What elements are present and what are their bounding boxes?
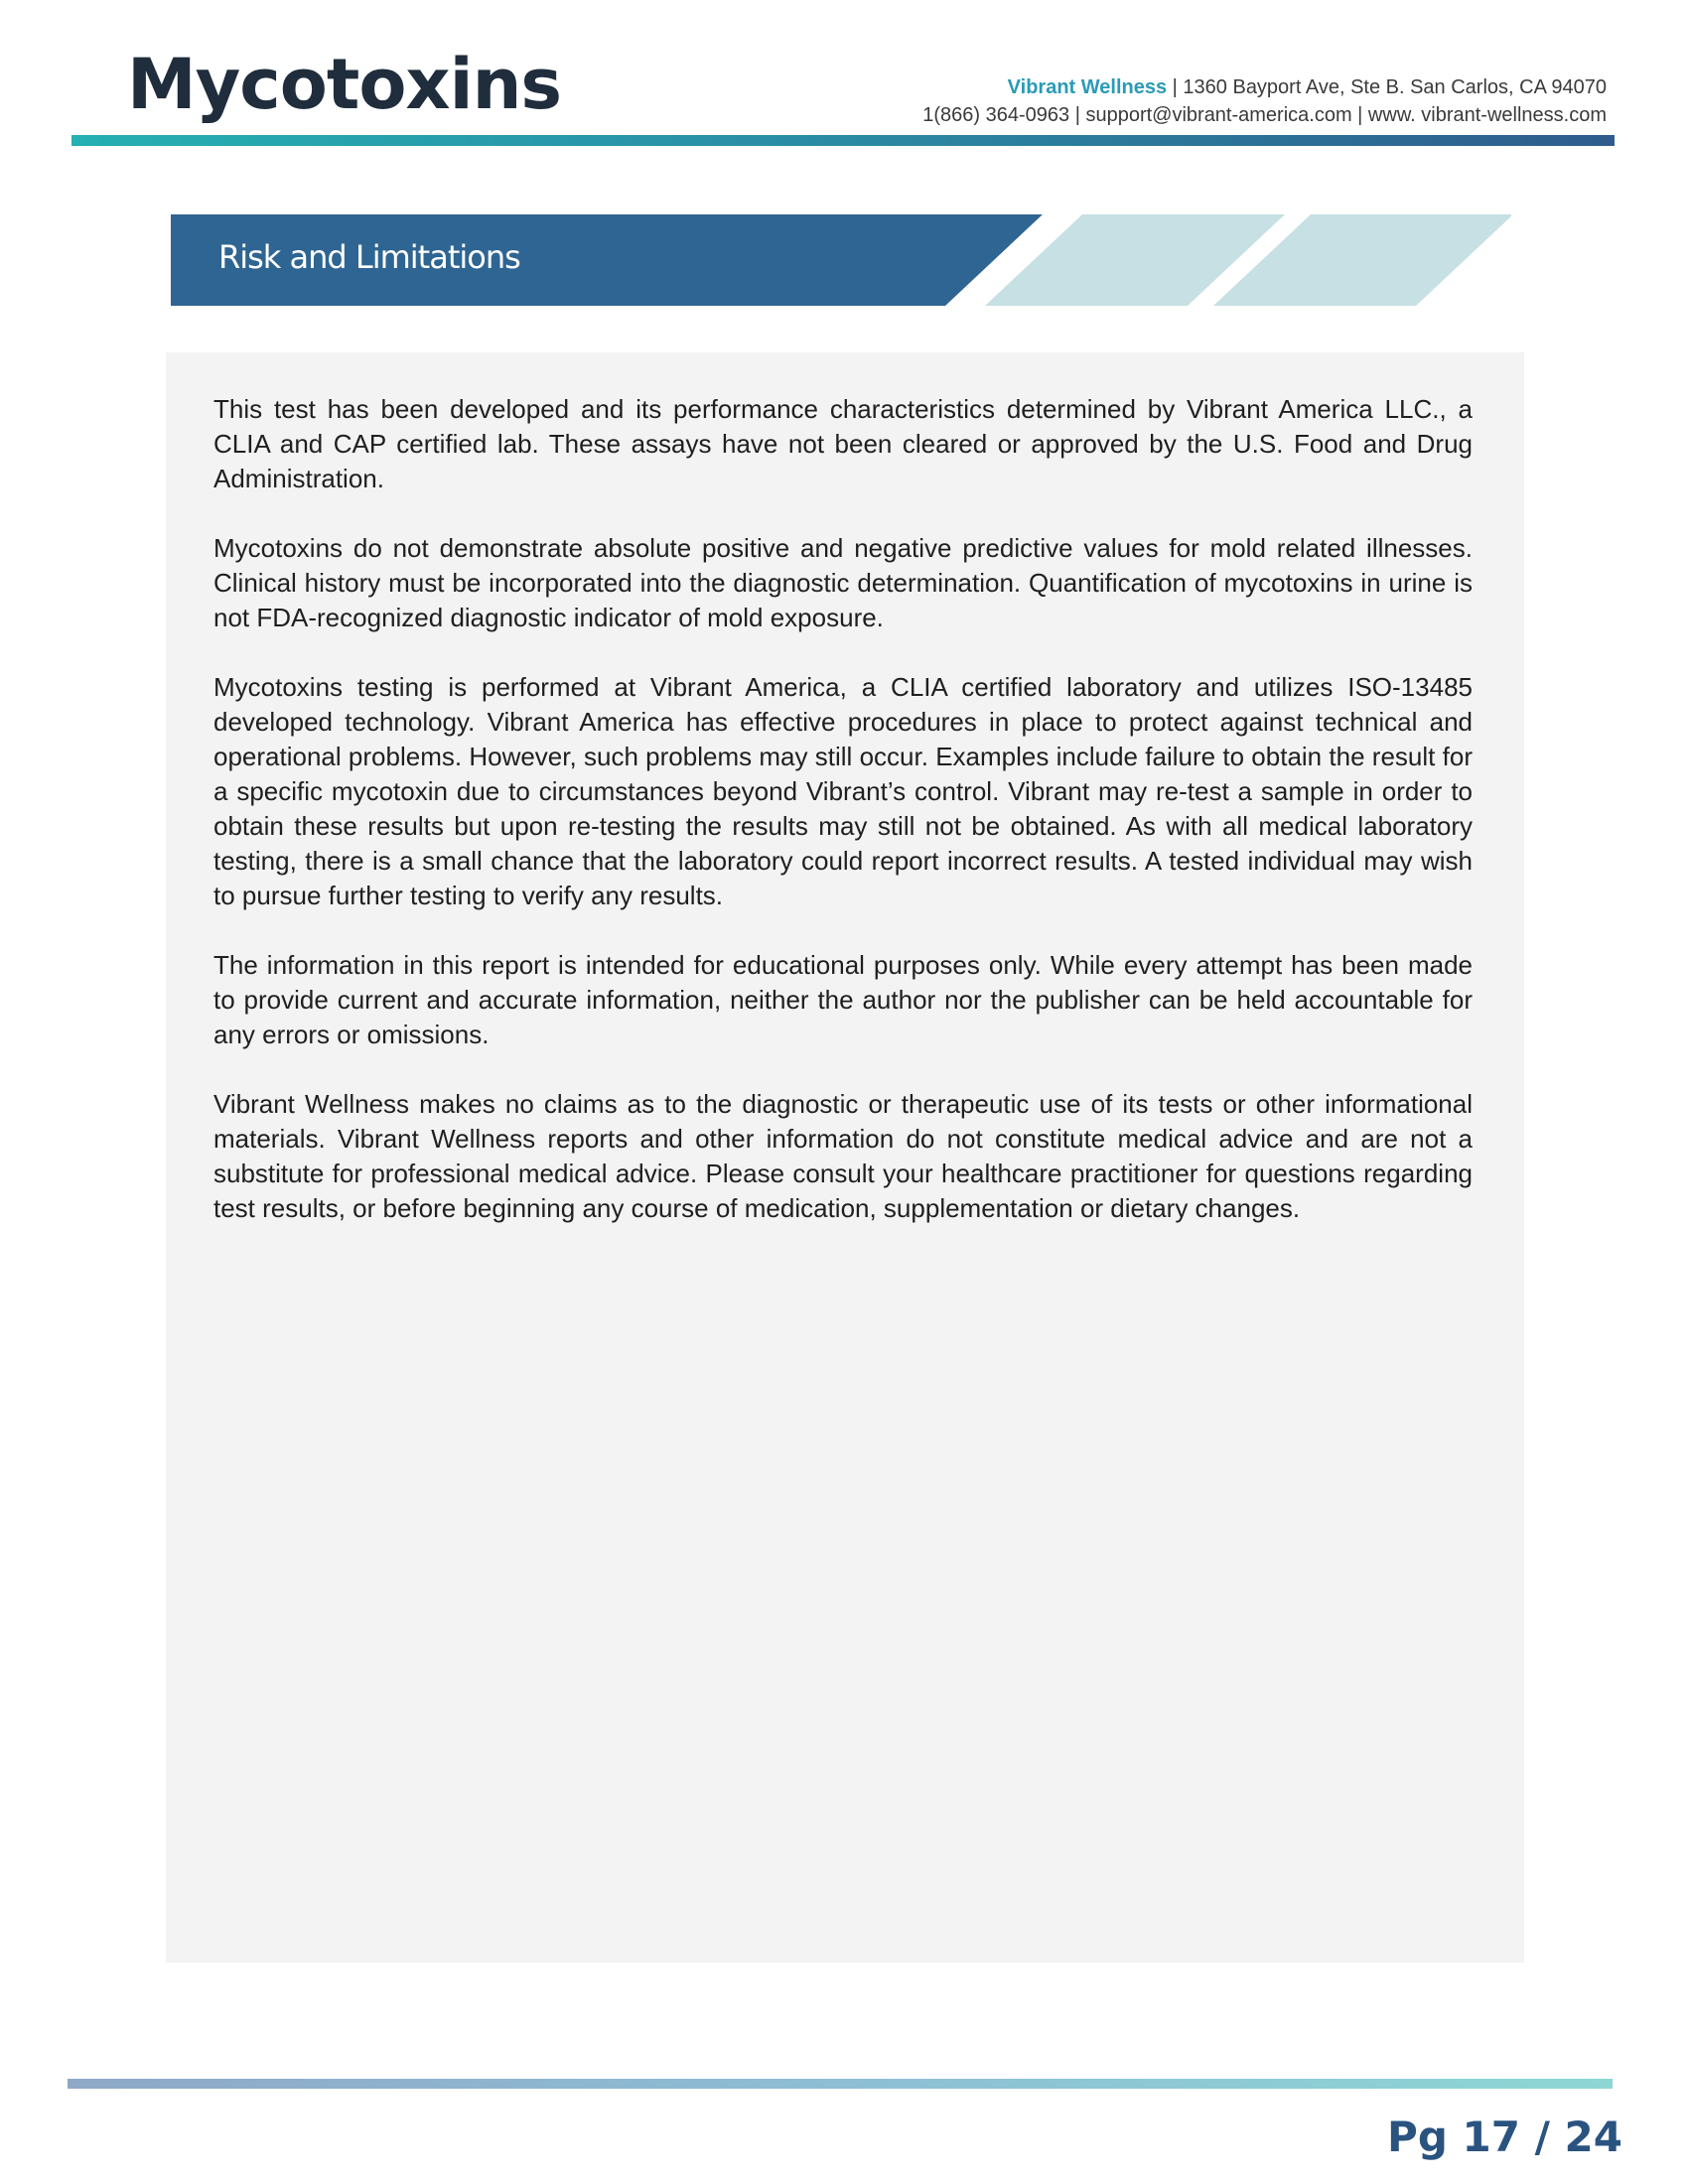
company-contact: 1(866) 364-0963 | support@vibrant-america.com | www. vibrant-wellness.com bbox=[922, 104, 1607, 126]
company-address: | 1360 Bayport Ave, Ste B. San Carlos, CA 94070 bbox=[1172, 76, 1607, 98]
footer-divider bbox=[68, 2079, 1613, 2089]
paragraph-testing-procedures: Mycotoxins testing is performed at Vibrant America, a CLIA certified laboratory and utilizes ISO-13485 developed technology. Vibrant America has effective procedures in place to protect against technical and operational problems. However, such problems may still occur. Examples include failure to obtain the result for a specific mycotoxin due to circumstances beyond Vibrant’s control. Vibrant may re-test a sample in order to obtain these results but upon re-testing the results may still not be obtained. As with all medical laboratory testing, there is a small chance that the laboratory could report incorrect results. A tested individual may wish to pursue further testing to verify any results. bbox=[213, 672, 1473, 910]
page-number: Pg 17 / 24 bbox=[1387, 2113, 1622, 2161]
section-banner bbox=[171, 214, 1511, 306]
header-divider bbox=[71, 135, 1615, 146]
paragraph-educational-purpose: The information in this report is intended for educational purposes only. While every attempt has been made to provide current and accurate information, neither the author nor the publisher can be held accountable for any errors or omissions. bbox=[213, 950, 1473, 1049]
paragraph-development: This test has been developed and its performance characteristics determined by Vibrant America LLC., a CLIA and CAP certified lab. These assays have not been cleared or approved by the U.S. Food and Drug Administration. bbox=[213, 394, 1473, 493]
section-title: Risk and Limitations bbox=[218, 238, 520, 276]
content-panel bbox=[166, 352, 1524, 1963]
report-title: Mycotoxins bbox=[127, 44, 562, 125]
paragraph-predictive-values: Mycotoxins do not demonstrate absolute positive and negative predictive values for mold related illnesses. Clinical history must be incorporated into the diagnostic determination. Quantification of mycotoxins in urine is not FDA-recognized diagnostic indicator of mold exposure. bbox=[213, 533, 1473, 632]
company-info bbox=[922, 73, 1607, 129]
paragraph-no-claims: Vibrant Wellness makes no claims as to the diagnostic or therapeutic use of its tests or other informational materials. Vibrant Wellness reports and other information do not constitute medical advice and are not a substitute for professional medical advice. Please consult your healthcare practitioner for questions regarding test results, or before beginning any course of medication, supplementation or dietary changes. bbox=[213, 1089, 1473, 1223]
content-body bbox=[213, 392, 1473, 1261]
company-name: Vibrant Wellness bbox=[1007, 76, 1168, 98]
company-address-line bbox=[922, 73, 1607, 101]
